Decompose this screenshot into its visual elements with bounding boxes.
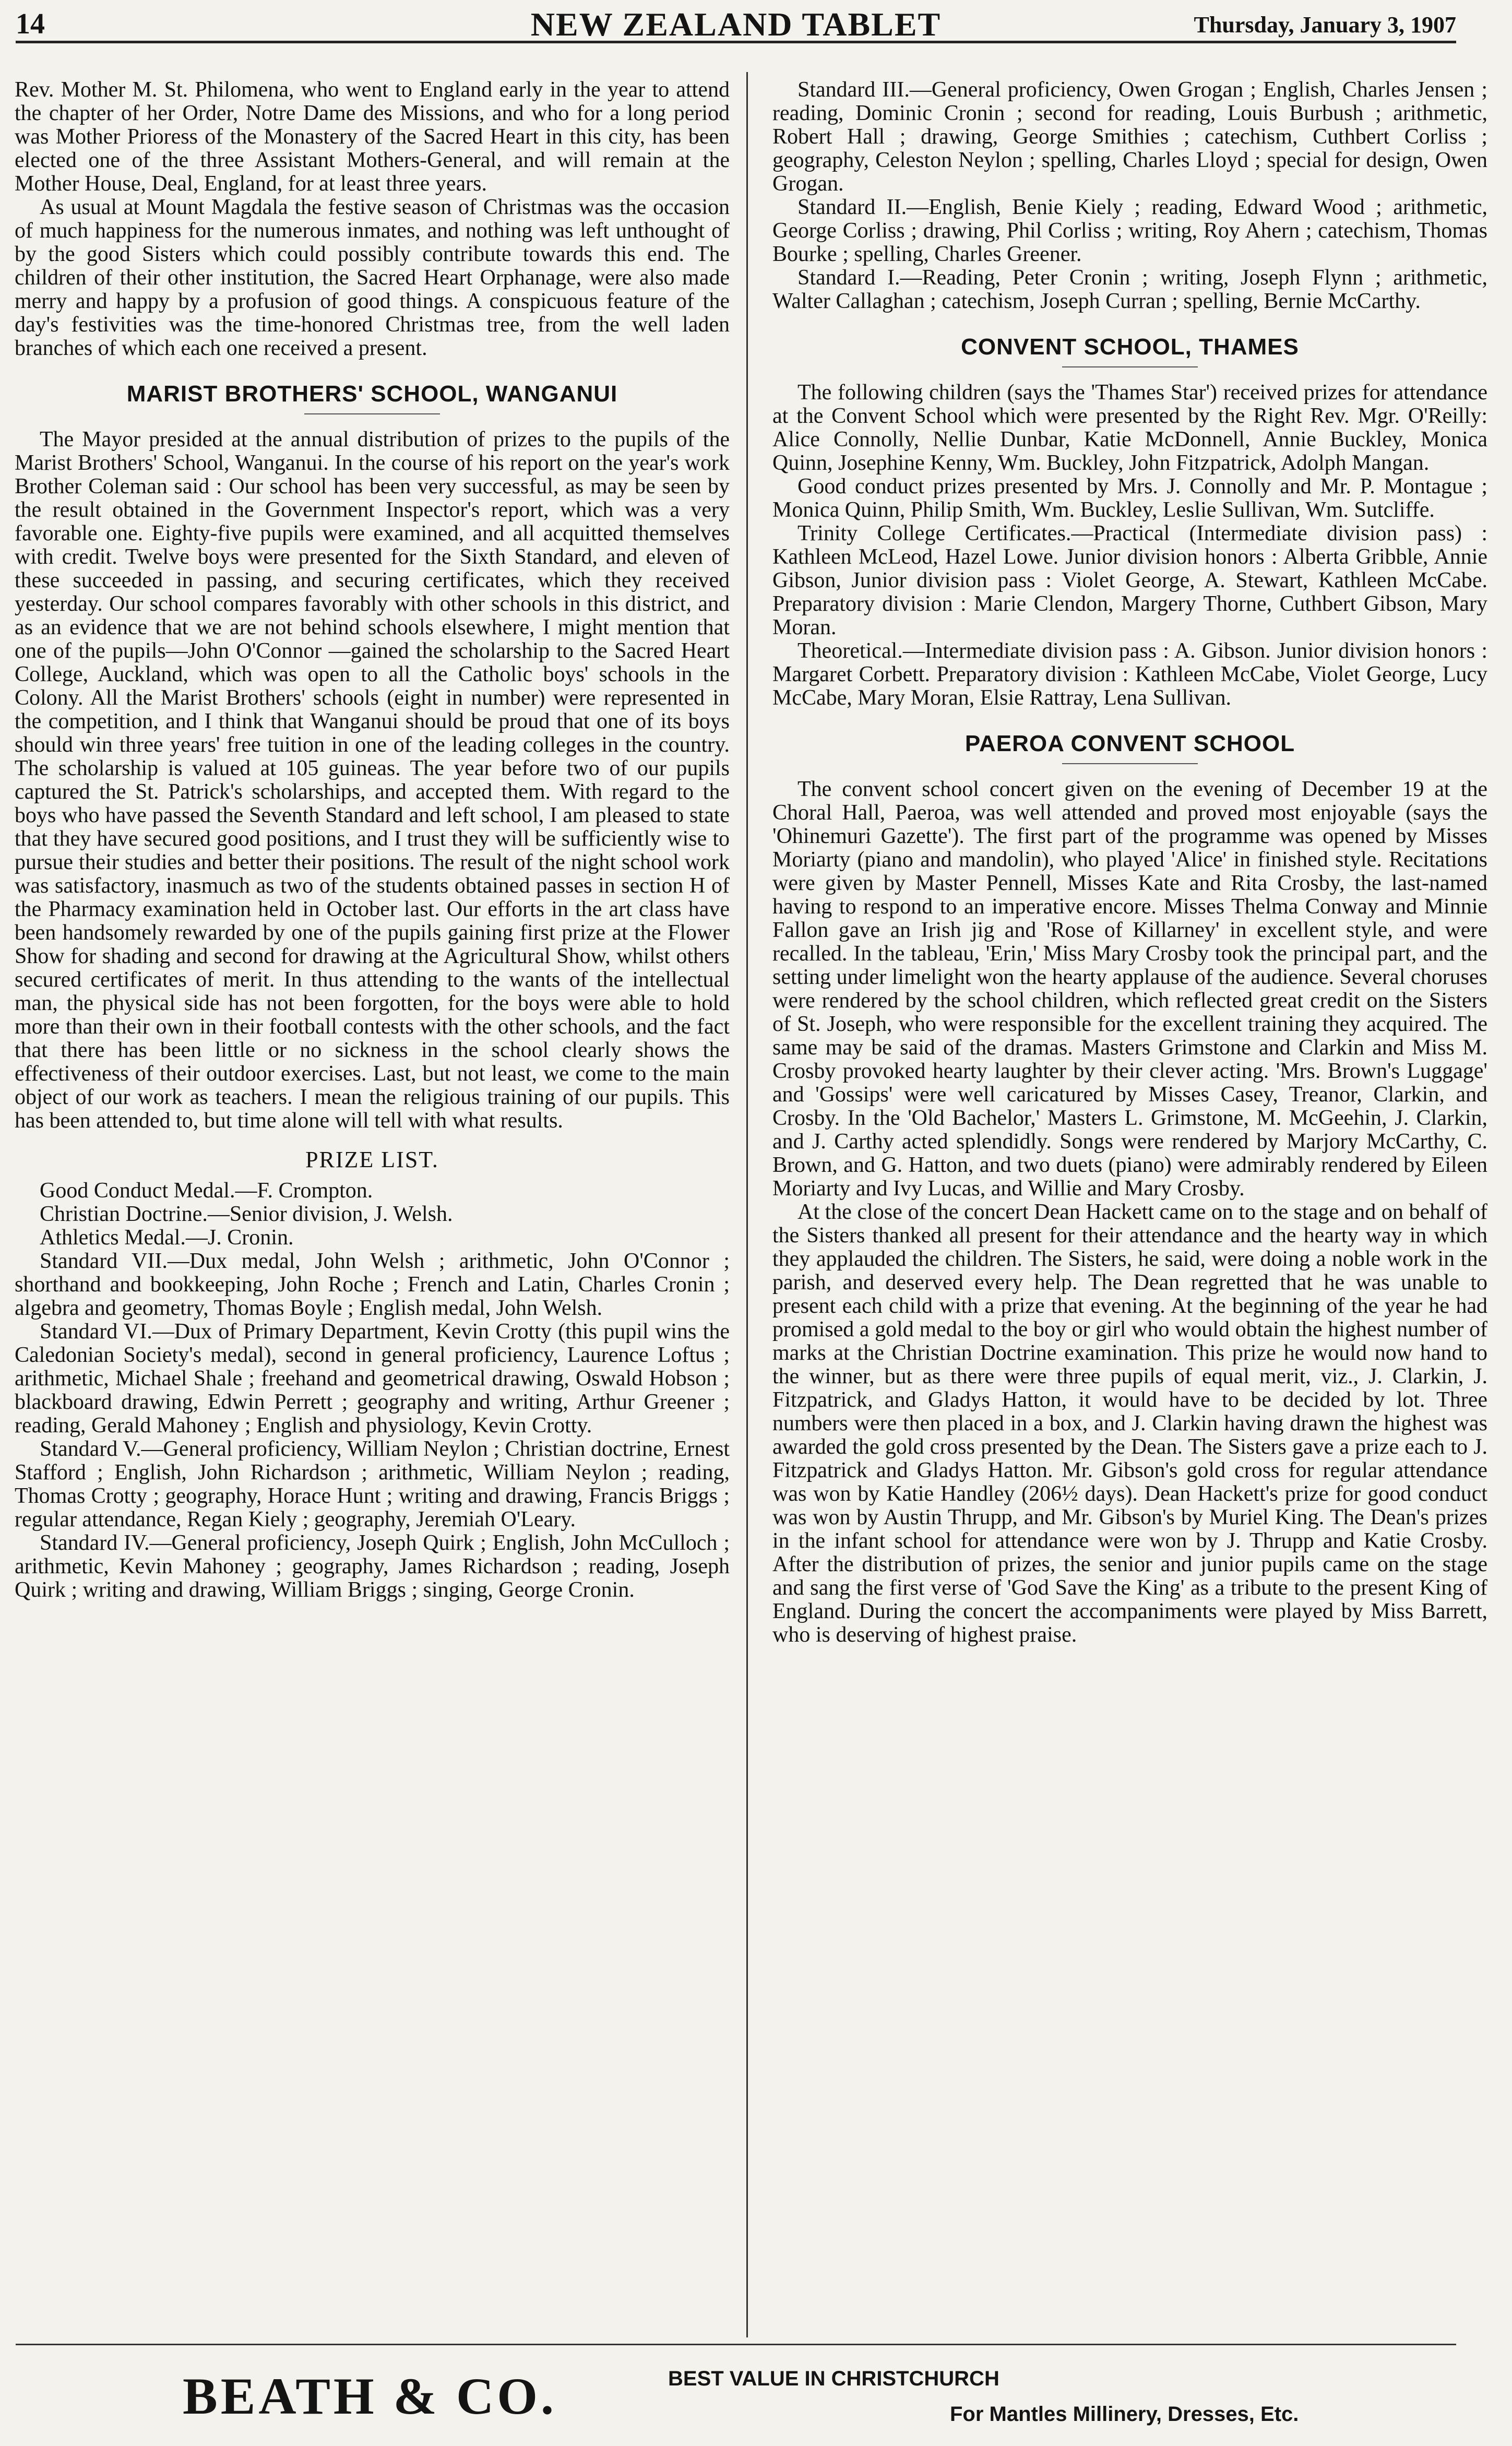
- thames-trinity-practical: Trinity College Certificates.—Practical (Intermediate division pass) : Kathleen McLeod, Hazel Lowe. Junior division honors : Alberta Gribble, Annie Gibson, Junior division pass : Violet George, A. Stewart, Kathleen McCabe. Preparatory division : Marie Clendon, Margery Thorne, Cuthbert Gibson, Mary Moran.: [772, 521, 1487, 639]
- prize-christian-doctrine: Christian Doctrine.—Senior division, J. Welsh.: [40, 1202, 453, 1226]
- thames-trinity-theoretical: Theoretical.—Intermediate division pass : A. Gibson. Junior division honors : Margaret Corbett. Preparatory division : Kathleen McCabe, Violet George, Lucy McCabe, Mary Moran, Elsie Rattray, Lena Sullivan.: [772, 639, 1487, 710]
- issue-date: Thursday, January 3, 1907: [1194, 12, 1456, 38]
- heading-underline: [1062, 366, 1198, 367]
- prize-standard-7: Standard VII.—Dux medal, John Welsh ; arithmetic, John O'Connor ; shorthand and bookkeeping, John Roche ; French and Latin, Charles Cronin ; algebra and geometry, Thomas Boyle ; English medal, John Welsh.: [15, 1249, 730, 1320]
- article-marist-report: The Mayor presided at the annual distribution of prizes to the pupils of the Marist Brothers' School, Wanganui. In the course of his report on the year's work Brother Coleman said : Our school has been very successful, as may be seen by the result obtained in the Government Inspector's report, which was a very favorable one. Eighty-five pupils were examined, and all acquitted themselves with credit. Twelve boys were presented for the Sixth Standard, and eleven of these succeeded in passing, and securing certificates, which they received yesterday. Our school compares favorably with other schools in this district, and as an evidence that we are not behind schools elsewhere, I might mention that one of the pupils—John O'Connor —gained the scholarship to the Sacred Heart College, Auckland, which was open to all the Catholic boys' schools in the Colony. All the Marist Brothers' schools (eight in number) were represented in the competition, and I think that Wanganui should be proud that one of its boys should win three years' free tuition in one of the leading colleges in the country. The scholarship is valued at 105 guineas. The year before two of our pupils captured the St. Patrick's scholarships, and accepted them. With regard to the boys who have passed the Seventh Standard and left school, I am pleased to state that they have secured good positions, and I trust they will be sufficiently wise to pursue their studies and better their positions. The result of the night school work was satisfactory, inasmuch as two of the students obtained passes in section H of the Pharmacy examination held in October last. Our efforts in the art class have been handsomely rewarded by one of the pupils gaining first prize at the Flower Show for shading and second for drawing at the Agricultural Show, whilst others secured certificates of merit. In thus attending to the wants of the intellectual man, the physical side has not been forgotten, for the boys were able to hold more than their own in their football contests with the other schools, and the fact that there has been little or no sickness in the school clearly shows the effectiveness of their outdoor exercises. Last, but not least, we come to the main object of our work as teachers. I mean the religious training of our pupils. This has been attended to, but time alone will tell with what results.: [15, 428, 730, 1133]
- intro-paragraph-philomena: Rev. Mother M. St. Philomena, who went to England early in the year to attend the chapter of her Order, Notre Dame des Missions, and who for a long period was Mother Prioress of the Monastery of the Sacred Heart in this city, has been elected one of the three Assistant Mothers-General, and will remain at the Mother House, Deal, England, for at least three years.: [15, 78, 730, 196]
- advert-tagline: BEST VALUE IN CHRISTCHURCH: [668, 2367, 999, 2390]
- heading-prize-list: PRIZE LIST.: [305, 1147, 439, 1172]
- prize-standard-4: Standard IV.—General proficiency, Joseph Quirk ; English, John McCulloch ; arithmetic, Kevin Mahoney ; geography, James Richardson ; reading, Joseph Quirk ; writing and drawing, William Briggs ; singing, George Cronin.: [15, 1531, 730, 1602]
- heading-paeroa-convent: PAEROA CONVENT SCHOOL: [965, 731, 1295, 756]
- paeroa-prize-giving: At the close of the concert Dean Hackett came on to the stage and on behalf of the Sisters thanked all present for their attendance and the hearty way in which they applauded the children. The Sisters, he said, were doing a noble work in the parish, and deserved every help. The Dean regretted that he was unable to present each child with a prize that evening. At the beginning of the year he had promised a gold medal to the boy or girl who would obtain the highest number of marks at the Christian Doctrine examination. This prize he would now hand to the winner, but as there were three pupils of equal merit, viz., J. Clarkin, J. Fitzpatrick, and Gladys Hatton, it would have to be decided by lot. Three numbers were then placed in a box, and J. Clarkin having drawn the highest was awarded the gold cross presented by the Dean. The Sisters gave a prize each to J. Fitzpatrick and Gladys Hatton. Mr. Gibson's gold cross for regular attendance was won by Katie Handley (206½ days). Dean Hackett's prize for good conduct was won by Austin Thrupp, and Mr. Gibson's by Muriel King. The Dean's prizes in the infant school for attendance were won by J. Thrupp and Katie Crosby. After the distribution of prizes, the senior and junior pupils came on the stage and sang the first verse of 'God Save the King' as a tribute to the present King of England. During the concert the accompaniments were played by Miss Barrett, who is deserving of highest praise.: [772, 1200, 1487, 1647]
- heading-underline: [1062, 763, 1198, 764]
- heading-marist-brothers: MARIST BROTHERS' SCHOOL, WANGANUI: [126, 381, 618, 407]
- thames-attendance-prizes: The following children (says the 'Thames Star') received prizes for attendance at the Convent School which were presented by the Right Rev. Mgr. O'Reilly: Alice Connolly, Nellie Dunbar, Katie McDonnell, Annie Buckley, Monica Quinn, Josephine Kenny, Wm. Buckley, John Fitzpatrick, Adolph Mangan.: [772, 381, 1487, 475]
- masthead: [16, 5, 1456, 43]
- right-column: [772, 78, 1487, 2336]
- column-divider: [746, 72, 748, 2337]
- prize-standard-3: Standard III.—General proficiency, Owen Grogan ; English, Charles Jensen ; reading, Dominic Cronin ; second for reading, Louis Burbush ; arithmetic, Robert Hall ; drawing, George Smithies ; catechism, Cuthbert Corliss ; geography, Celeston Neylon ; spelling, Charles Lloyd ; special for design, Owen Grogan.: [772, 78, 1487, 196]
- heading-convent-thames: CONVENT SCHOOL, THAMES: [961, 334, 1299, 360]
- advertisement-banner: [16, 2344, 1456, 2434]
- advert-subtagline: For Mantles Millinery, Dresses, Etc.: [950, 2403, 1299, 2426]
- left-column: [15, 78, 730, 2336]
- heading-underline: [304, 413, 440, 414]
- prize-standard-6: Standard VI.—Dux of Primary Department, Kevin Crotty (this pupil wins the Caledonian Society's medal), second in general proficiency, Laurence Loftus ; arithmetic, Michael Shale ; freehand and geometrical drawing, Oswald Hobson ; blackboard drawing, Edwin Perrett ; geography and writing, Arthur Greener ; reading, Gerald Mahoney ; English and physiology, Kevin Crotty.: [15, 1320, 730, 1438]
- advert-brand: BEATH & CO.: [183, 2367, 557, 2425]
- prize-standard-5: Standard V.—General proficiency, William Neylon ; Christian doctrine, Ernest Stafford ; English, John Richardson ; arithmetic, William Neylon ; reading, Thomas Crotty ; geography, Horace Hunt ; writing and drawing, Francis Briggs ; regular attendance, Regan Kiely ; geography, Jeremiah O'Leary.: [15, 1437, 730, 1531]
- prize-good-conduct: Good Conduct Medal.—F. Crompton.: [40, 1179, 373, 1203]
- intro-paragraph-christmas: As usual at Mount Magdala the festive season of Christmas was the occasion of much happiness for the numerous inmates, and nothing was left unthought of by the good Sisters which could possibly contribute towards this end. The children of their other institution, the Sacred Heart Orphanage, were also made merry and happy by a profusion of good things. A conspicuous feature of the day's festivities was the time-honored Christmas tree, from the well laden branches of which each one received a present.: [15, 195, 730, 360]
- prize-standard-1: Standard I.—Reading, Peter Cronin ; writing, Joseph Flynn ; arithmetic, Walter Callaghan ; catechism, Joseph Curran ; spelling, Bernie McCarthy.: [772, 266, 1487, 313]
- prize-standard-2: Standard II.—English, Benie Kiely ; reading, Edward Wood ; arithmetic, George Corliss ; drawing, Phil Corliss ; writing, Roy Ahern ; catechism, Thomas Bourke ; spelling, Charles Greener.: [772, 195, 1487, 266]
- publication-title: NEW ZEALAND TABLET: [530, 6, 942, 43]
- paeroa-concert-report: The convent school concert given on the evening of December 19 at the Choral Hall, Paeroa, was well attended and proved most enjoyable (says the 'Ohinemuri Gazette'). The first part of the programme was opened by Misses Moriarty (piano and mandolin), who played 'Alice' in finished style. Recitations were given by Master Pennell, Misses Kate and Rita Crosby, the last-named having to respond to an imperative encore. Misses Thelma Conway and Minnie Fallon gave an Irish jig and 'Rose of Killarney' in excellent style, and were recalled. In the tableau, 'Erin,' Miss Mary Crosby took the principal part, and the setting under limelight won the hearty applause of the audience. Several choruses were rendered by the school children, which reflected great credit on the Sisters of St. Joseph, who were responsible for the excellent training they acquired. The same may be said of the dramas. Masters Grimstone and Clarkin and Miss M. Crosby provoked hearty laughter by their clever acting. 'Mrs. Brown's Luggage' and 'Gossips' were well caricatured by Misses Casey, Treanor, Clarkin, and Crosby. In the 'Old Bachelor,' Masters L. Grimstone, M. McGeehin, J. Clarkin, and J. Carthy acted splendidly. Songs were rendered by Marjory McCarthy, C. Brown, and G. Hatton, and two duets (piano) were admirably rendered by Eileen Moriarty and Ivy Lucas, and Willie and Mary Crosby.: [772, 777, 1487, 1201]
- thames-good-conduct: Good conduct prizes presented by Mrs. J. Connolly and Mr. P. Montague ; Monica Quinn, Philip Smith, Wm. Buckley, Leslie Sullivan, Wm. Sutcliffe.: [772, 474, 1487, 522]
- page-number: 14: [16, 8, 45, 40]
- prize-athletics: Athletics Medal.—J. Cronin.: [40, 1226, 294, 1250]
